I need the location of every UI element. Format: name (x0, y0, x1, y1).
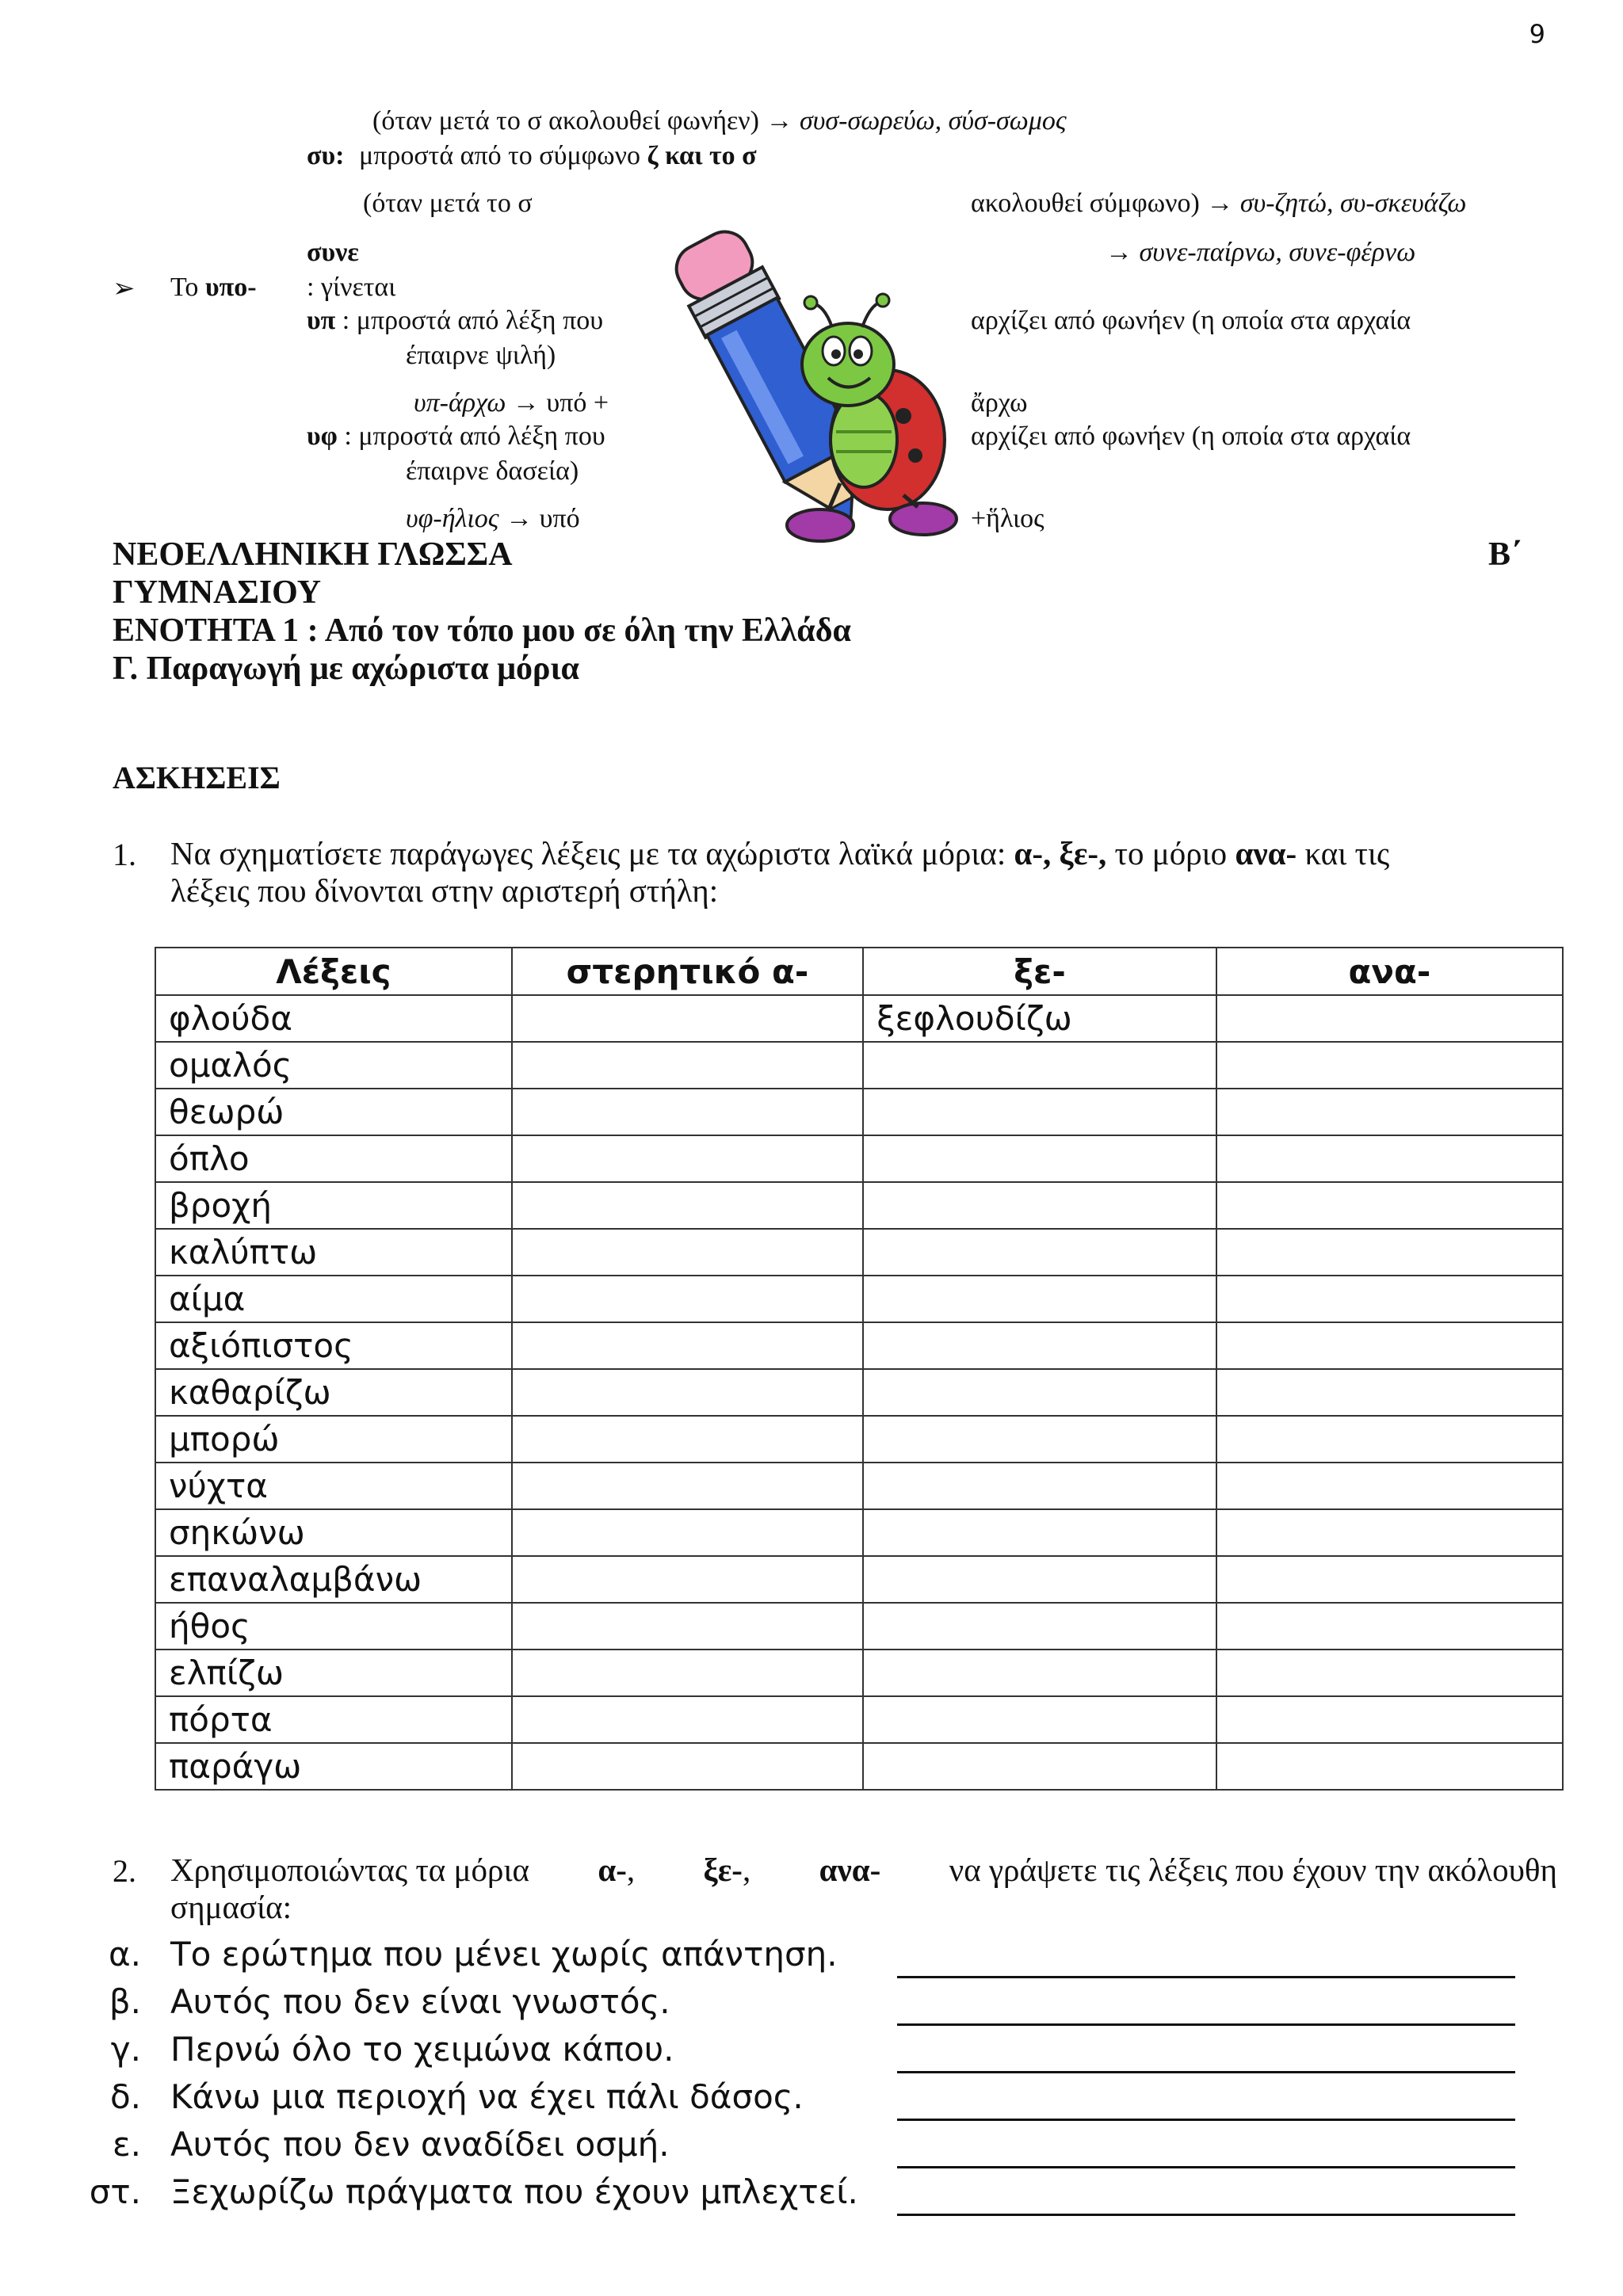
table-row (155, 1322, 1563, 1369)
rule-example: → συ-ζητώ, συ-σκευάζω (1206, 189, 1467, 218)
answer-cell[interactable] (512, 1696, 864, 1743)
rule-text: αρχίζει από φωνήεν (η οποία στα αρχαία (971, 421, 1411, 451)
answer-cell[interactable] (1216, 1322, 1563, 1369)
rule-text: ακολουθεί σύμφωνο) (971, 189, 1200, 218)
rule-text: +ἥλιος (971, 504, 1044, 533)
answer-cell[interactable] (863, 1696, 1216, 1743)
answer-cell[interactable] (512, 995, 864, 1042)
word-cell: ελπίζω (155, 1650, 512, 1696)
item-label: γ. (110, 2030, 141, 2069)
rule-text: → υπό (506, 504, 580, 533)
word-cell: ήθος (155, 1603, 512, 1650)
table-row (155, 1042, 1563, 1089)
word-cell: αξιόπιστος (155, 1322, 512, 1369)
answer-cell[interactable] (863, 1135, 1216, 1182)
rule-line-9 (307, 421, 605, 452)
answer-cell[interactable] (1216, 1556, 1563, 1603)
rule-text: : γίνεται (307, 273, 396, 302)
table-row (155, 1416, 1563, 1463)
word-cell: βροχή (155, 1182, 512, 1229)
answer-cell[interactable] (1216, 1229, 1563, 1276)
item-text: Αυτός που δεν είναι γνωστός. (170, 1982, 670, 2021)
answer-cell[interactable] (512, 1603, 864, 1650)
answer-cell[interactable] (1216, 1463, 1563, 1509)
answer-line[interactable] (897, 2071, 1515, 2073)
column-header: στερητικό α- (512, 948, 864, 995)
rule-line-5 (170, 273, 257, 303)
answer-cell[interactable] (1216, 1416, 1563, 1463)
answer-cell[interactable] (863, 1276, 1216, 1322)
item-text: Ξεχωρίζω πράγματα που έχουν μπλεχτεί. (170, 2172, 858, 2211)
word-cell: φλούδα (155, 995, 512, 1042)
column-header: Λέξεις (155, 948, 512, 995)
exercise-bold-text: ανα- (1235, 835, 1297, 871)
exercise-bold-text: α-, ξε-, (1014, 835, 1107, 871)
word-cell: ομαλός (155, 1042, 512, 1089)
answer-cell[interactable] (512, 1369, 864, 1416)
rule-text: μπροστά από το σύμφωνο (358, 141, 641, 170)
rule-text: → υπό + (512, 388, 609, 418)
table-row (155, 1509, 1563, 1556)
answer-cell[interactable] (512, 1182, 864, 1229)
answer-cell[interactable] (863, 1416, 1216, 1463)
table-row (155, 1556, 1563, 1603)
table-header-row (155, 948, 1563, 995)
answer-cell[interactable] (512, 1650, 864, 1696)
answer-cell[interactable] (863, 1743, 1216, 1790)
rule-example: υφ-ήλιος (406, 504, 499, 533)
answer-cell[interactable] (1216, 1696, 1563, 1743)
exercise-text: , (742, 1852, 751, 1888)
word-cell: αίμα (155, 1276, 512, 1322)
word-cell: μπορώ (155, 1416, 512, 1463)
answer-line[interactable] (897, 1976, 1515, 1978)
word-cell: καθαρίζω (155, 1369, 512, 1416)
table-row (155, 1603, 1563, 1650)
rule-example: → συσ-σωρεύω, σύσ-σωμος (766, 106, 1067, 135)
exercise-text: , (626, 1852, 636, 1888)
rule-text: : μπροστά από λέξη που (342, 306, 604, 335)
rule-line-11 (406, 504, 580, 534)
answer-cell[interactable] (1216, 995, 1563, 1042)
word-cell: καλύπτω (155, 1229, 512, 1276)
answer-cell[interactable] (512, 1743, 864, 1790)
exercise-text: Χρησιμοποιώντας τα μόρια (170, 1852, 529, 1888)
exercise-text: Να σχηματίσετε παράγωγες λέξεις με τα αχώριστα λαϊκά μόρια: (170, 835, 1006, 871)
answer-cell[interactable] (1216, 1182, 1563, 1229)
prefix-label: συ: (307, 141, 345, 170)
answer-cell[interactable] (512, 1509, 864, 1556)
word-cell: νύχτα (155, 1463, 512, 1509)
rule-line-3 (971, 189, 1466, 219)
prefix-label: υφ (307, 421, 338, 451)
answer-cell[interactable] (512, 1463, 864, 1509)
item-label: δ. (109, 2077, 141, 2116)
item-text: Κάνω μια περιοχή να έχει πάλι δάσος. (170, 2077, 804, 2116)
rule-line-6 (307, 306, 603, 336)
answer-cell[interactable]: ξεφλουδίζω (863, 995, 1216, 1042)
exercise-text: λέξεις που δίνονται στην αριστερή στήλη: (170, 872, 719, 909)
answer-cell[interactable] (863, 1182, 1216, 1229)
table-row (155, 1135, 1563, 1182)
answer-cell[interactable] (1216, 1650, 1563, 1696)
exercise-number: 1. (113, 837, 136, 872)
answer-cell[interactable] (863, 1556, 1216, 1603)
answer-cell[interactable] (863, 1322, 1216, 1369)
answer-cell[interactable] (1216, 1369, 1563, 1416)
pencil-bug-clipart-icon (650, 202, 967, 551)
answer-cell[interactable] (1216, 1276, 1563, 1322)
lesson-title: Γ. Παραγωγή με αχώριστα μόρια (113, 650, 579, 687)
words-table (155, 947, 1564, 1791)
answer-cell[interactable] (512, 1416, 864, 1463)
school-label: ΓΥΜΝΑΣΙΟΥ (113, 574, 322, 611)
rule-text: Το (170, 273, 199, 302)
answer-cell[interactable] (512, 1135, 864, 1182)
rule-text: έπαιρνε ψιλή) (406, 341, 556, 370)
answer-cell[interactable] (1216, 1743, 1563, 1790)
answer-cell[interactable] (863, 1089, 1216, 1135)
column-header: ανα- (1216, 948, 1563, 995)
answer-cell[interactable] (512, 1556, 864, 1603)
rule-example: υπ-άρχω (414, 388, 506, 418)
rule-text: (όταν μετά το σ (363, 189, 533, 218)
rule-text: : μπροστά από λέξη που (344, 421, 605, 451)
answer-cell[interactable] (863, 1369, 1216, 1416)
table-row (155, 1369, 1563, 1416)
answer-cell[interactable] (512, 1042, 864, 1089)
exercise-bold-text: ξε- (703, 1852, 743, 1888)
exercise-2-text (170, 1851, 1557, 1889)
exercise-bold-text: ανα- (819, 1852, 881, 1888)
answer-cell[interactable] (512, 1229, 864, 1276)
table-row (155, 1229, 1563, 1276)
item-label: α. (108, 1935, 141, 1974)
answer-cell[interactable] (1216, 1042, 1563, 1089)
rule-text: (όταν μετά το σ ακολουθεί φωνήεν) (372, 106, 760, 135)
answer-cell[interactable] (863, 1229, 1216, 1276)
bullet-icon: ➢ (113, 274, 136, 303)
answer-cell[interactable] (863, 1463, 1216, 1509)
rule-line-8 (414, 388, 609, 418)
grade-label: Β΄ (1488, 536, 1522, 573)
item-label: ε. (112, 2125, 141, 2164)
table-row (155, 1089, 1563, 1135)
word-cell: θεωρώ (155, 1089, 512, 1135)
item-text: Το ερώτημα που μένει χωρίς απάντηση. (170, 1935, 838, 1974)
item-text: Αυτός που δεν αναδίδει οσμή. (170, 2125, 670, 2164)
answer-cell[interactable] (863, 1603, 1216, 1650)
answer-cell[interactable] (863, 1042, 1216, 1089)
answer-cell[interactable] (863, 1509, 1216, 1556)
answer-line[interactable] (897, 2166, 1515, 2168)
rule-bold-text: ζ και το σ (647, 141, 757, 170)
table-row (155, 1650, 1563, 1696)
answer-cell[interactable] (512, 1089, 864, 1135)
exercise-text: να γράψετε τις λέξεις που έχουν την ακόλουθη (949, 1852, 1557, 1888)
section-title: ΑΣΚΗΣΕΙΣ (113, 760, 281, 795)
rule-line-2 (307, 141, 757, 171)
table-row (155, 1743, 1563, 1790)
word-cell: πόρτα (155, 1696, 512, 1743)
answer-line[interactable] (897, 2023, 1515, 2026)
rule-example: → συνε-παίρνω, συνε-φέρνω (1106, 238, 1416, 267)
word-cell: σηκώνω (155, 1509, 512, 1556)
table-row (155, 1463, 1563, 1509)
table-row (155, 1182, 1563, 1229)
exercise-text: και τις (1304, 835, 1390, 871)
answer-cell[interactable] (1216, 1135, 1563, 1182)
subject-title: ΝΕΟΕΛΛΗΝΙΚΗ ΓΛΩΣΣΑ (113, 536, 513, 573)
table-row (155, 1276, 1563, 1322)
word-cell: όπλο (155, 1135, 512, 1182)
exercise-text: το μόριο (1114, 835, 1228, 871)
rule-line-1 (372, 106, 1067, 136)
answer-cell[interactable] (512, 1322, 864, 1369)
answer-cell[interactable] (1216, 1509, 1563, 1556)
unit-title: ΕΝΟΤΗΤΑ 1 : Από τον τόπο μου σε όλη την Ελλάδα (113, 612, 851, 649)
item-label: στ. (89, 2172, 141, 2211)
rule-text: ἄρχω (971, 388, 1028, 418)
answer-cell[interactable] (863, 1650, 1216, 1696)
table-row (155, 995, 1563, 1042)
prefix-label: υπ (307, 306, 336, 335)
prefix-label: συνε (307, 238, 359, 267)
answer-line[interactable] (897, 2119, 1515, 2121)
answer-line[interactable] (897, 2214, 1515, 2216)
rule-text: αρχίζει από φωνήεν (η οποία στα αρχαία (971, 306, 1411, 335)
word-cell: παράγω (155, 1743, 512, 1790)
page-number: 9 (1529, 19, 1545, 49)
word-cell: επαναλαμβάνω (155, 1556, 512, 1603)
item-label: β. (109, 1982, 141, 2021)
exercise-number: 2. (113, 1853, 136, 1889)
answer-cell[interactable] (1216, 1089, 1563, 1135)
exercise-1-text (170, 834, 1389, 872)
answer-cell[interactable] (512, 1276, 864, 1322)
answer-cell[interactable] (1216, 1603, 1563, 1650)
table-row (155, 1696, 1563, 1743)
rule-text: έπαιρνε δασεία) (406, 456, 579, 486)
exercise-text: σημασία: (170, 1889, 292, 1925)
column-header: ξε- (863, 948, 1216, 995)
exercise-bold-text: α- (598, 1852, 627, 1888)
item-text: Περνώ όλο το χειμώνα κάπου. (170, 2030, 674, 2069)
prefix-label: υπο- (204, 273, 257, 302)
